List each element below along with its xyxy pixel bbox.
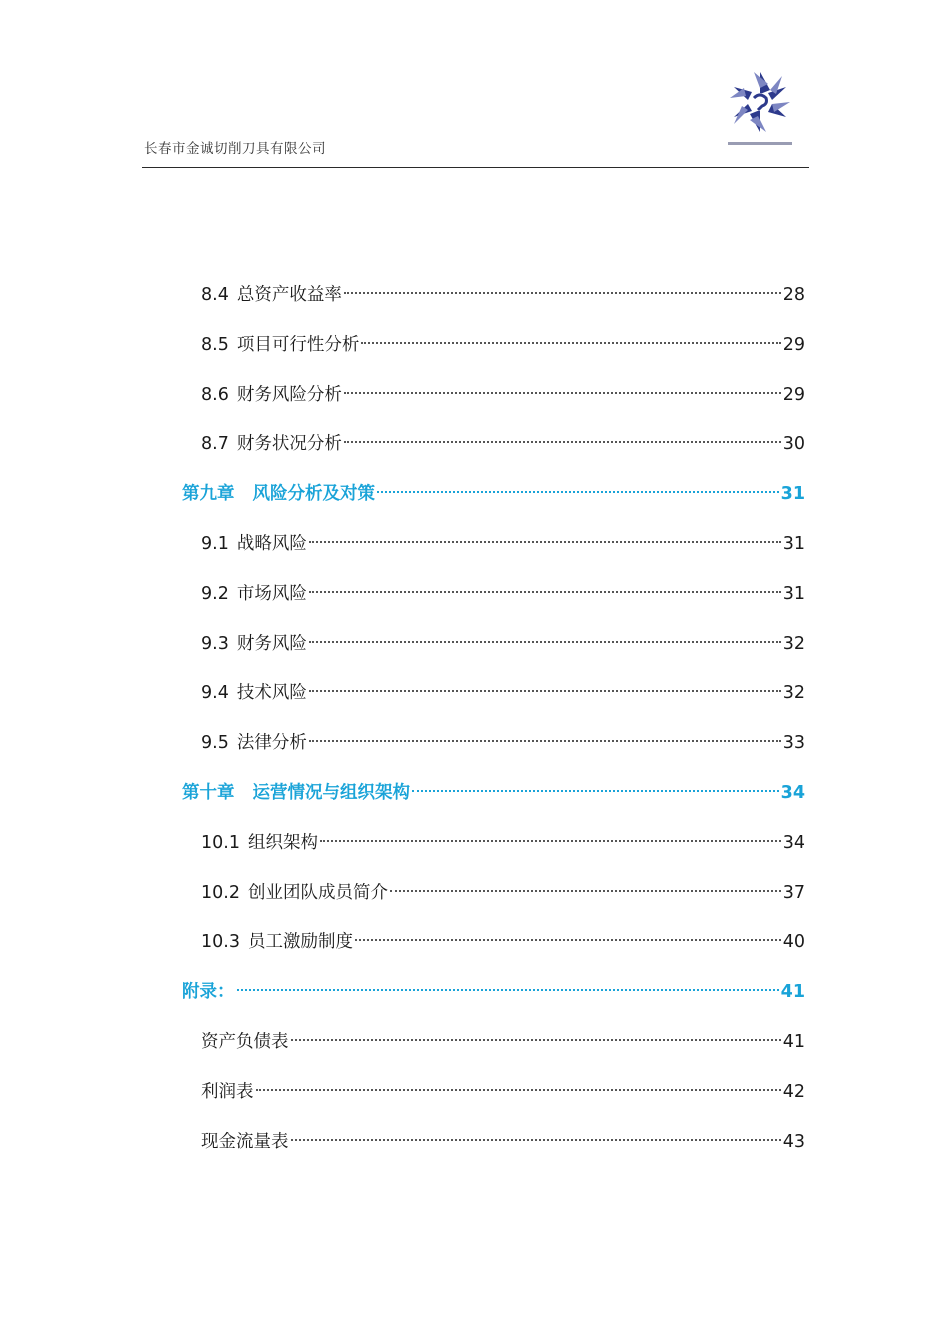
- toc-dot-leader: [344, 292, 781, 294]
- toc-page-number: 41: [782, 1032, 805, 1052]
- toc-page-number: 42: [782, 1081, 805, 1102]
- toc-dot-leader: [377, 491, 779, 493]
- toc-chapter-entry[interactable]: [182, 977, 805, 1007]
- toc-entry-number: 8.7: [201, 434, 229, 455]
- toc-entry-title: 员工激励制度: [247, 932, 353, 953]
- toc-entry-title: 市场风险: [236, 583, 307, 604]
- toc-entry-title: 技术风险: [236, 683, 307, 704]
- toc-entry-title: 财务风险分析: [236, 384, 342, 405]
- toc-page-number: 34: [782, 832, 805, 853]
- toc-dot-leader: [309, 591, 781, 593]
- toc-dot-leader: [361, 342, 780, 344]
- toc-entry-title: 财务状况分析: [236, 434, 342, 455]
- toc-dot-leader: [309, 740, 781, 742]
- toc-entry[interactable]: [201, 1127, 805, 1157]
- page-header: [142, 60, 809, 168]
- toc-entry-title: 运营情况与组织架构: [252, 783, 410, 803]
- toc-entry-number: 10.2: [201, 882, 240, 903]
- toc-chapter-entry[interactable]: [182, 479, 805, 509]
- toc-entry[interactable]: [201, 380, 805, 410]
- toc-entry[interactable]: [201, 1027, 805, 1057]
- toc-dot-leader: [291, 1139, 781, 1141]
- toc-page-number: 34: [780, 783, 805, 803]
- toc-entry-number: 第九章: [182, 484, 235, 505]
- toc-entry[interactable]: [201, 529, 805, 559]
- toc-dot-leader: [412, 790, 779, 792]
- toc-dot-leader: [291, 1039, 781, 1041]
- toc-entry-title: 财务风险: [236, 633, 307, 654]
- toc-entry-number: 9.1: [201, 534, 229, 554]
- toc-entry-title: 现金流量表: [201, 1131, 289, 1152]
- toc-page-number: 31: [782, 534, 805, 554]
- toc-chapter-entry[interactable]: [182, 778, 805, 808]
- toc-dot-leader: [309, 690, 781, 692]
- toc-entry-number: 9.5: [201, 733, 229, 754]
- toc-entry[interactable]: [201, 728, 805, 758]
- toc-entry[interactable]: [201, 629, 805, 659]
- toc-entry-title: 附录：: [182, 982, 235, 1003]
- toc-entry-number: 9.2: [201, 583, 229, 604]
- toc-dot-leader: [309, 541, 781, 543]
- toc-entry-number: 10.3: [201, 932, 240, 953]
- toc-dot-leader: [320, 840, 781, 842]
- toc-entry-number: 10.1: [201, 832, 240, 853]
- toc-dot-leader: [309, 641, 781, 643]
- toc-page-number: 37: [782, 882, 805, 903]
- toc-entry-title: 创业团队成员简介: [247, 882, 388, 903]
- toc-page-number: 40: [782, 932, 805, 953]
- company-logo-icon: [714, 64, 806, 154]
- toc-entry-title: 风险分析及对策: [252, 484, 375, 505]
- toc-entry-title: 总资产收益率: [236, 285, 342, 305]
- toc-entry-number: 8.5: [201, 334, 229, 355]
- toc-page-number: 41: [780, 982, 805, 1003]
- toc-entry[interactable]: [201, 678, 805, 708]
- toc-page-number: 29: [782, 384, 805, 405]
- toc-entry-title: 利润表: [201, 1081, 254, 1102]
- toc-entry[interactable]: [201, 579, 805, 609]
- toc-dot-leader: [344, 441, 781, 443]
- toc-entry-title: 法律分析: [236, 733, 307, 754]
- toc-entry[interactable]: [201, 280, 805, 310]
- header-rule: [142, 167, 809, 168]
- toc-page-number: 33: [782, 733, 805, 754]
- toc-entry[interactable]: [201, 828, 805, 858]
- toc-dot-leader: [390, 890, 781, 892]
- toc-page-number: 30: [782, 434, 805, 455]
- toc-page-number: 29: [782, 334, 805, 355]
- toc-entry-number: 第十章: [182, 783, 235, 803]
- toc-dot-leader: [355, 939, 781, 941]
- toc-dot-leader: [237, 989, 779, 991]
- toc-entry[interactable]: [201, 330, 805, 360]
- toc-entry-number: 8.4: [201, 285, 229, 305]
- toc-entry-title: 组织架构: [247, 832, 318, 853]
- logo-graphic: [714, 64, 806, 154]
- toc-entry[interactable]: [201, 927, 805, 957]
- toc-page-number: 43: [782, 1131, 805, 1152]
- toc-entry[interactable]: [201, 1077, 805, 1107]
- toc-page-number: 32: [782, 633, 805, 654]
- toc-entry-title: 资产负债表: [201, 1032, 289, 1052]
- toc-page-number: 31: [780, 484, 805, 505]
- toc-entry[interactable]: [201, 878, 805, 908]
- toc-entry[interactable]: [201, 429, 805, 459]
- toc-dot-leader: [256, 1089, 781, 1091]
- toc-page-number: 28: [782, 285, 805, 305]
- company-name: 长春市金诚切削刀具有限公司: [144, 141, 326, 157]
- toc-page-number: 31: [782, 583, 805, 604]
- toc-entry-title: 项目可行性分析: [236, 334, 360, 355]
- toc-page-number: 32: [782, 683, 805, 704]
- toc-entry-title: 战略风险: [236, 534, 307, 554]
- toc-dot-leader: [344, 392, 781, 394]
- toc-entry-number: 9.3: [201, 633, 229, 654]
- toc-entry-number: 9.4: [201, 683, 229, 704]
- toc-entry-number: 8.6: [201, 384, 229, 405]
